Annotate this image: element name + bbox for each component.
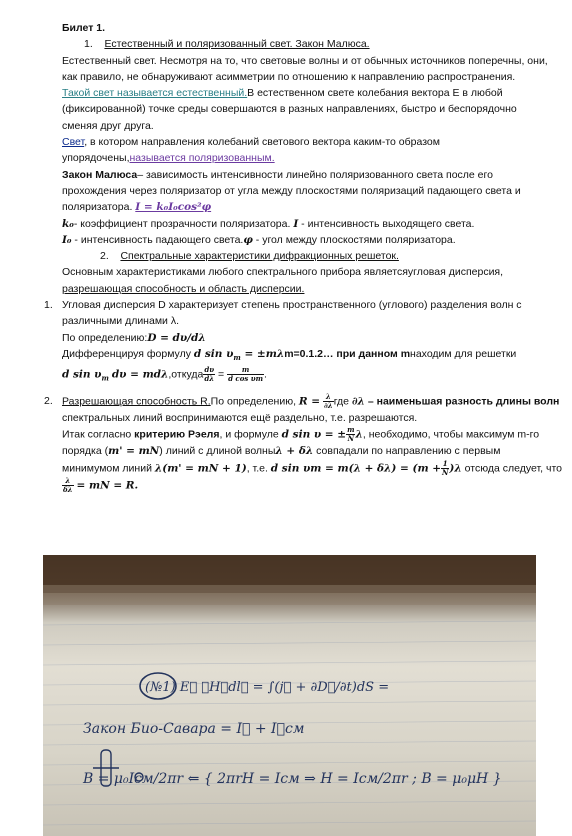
fraction-dv-dl: $\frac{d\upsilon}{d\lambda}$	[204, 365, 215, 384]
para-natural-light-5: сменяя друг друга.	[62, 119, 154, 132]
question-1-title: Естественный и поляризованный свет. Закон Малюса.	[104, 38, 370, 51]
malus-law-2: прохождения через поляризатор от угла между плоскостями поляризаций падающего света и	[62, 184, 521, 197]
para-polarized-2: упорядочены,называется поляризованным.	[62, 152, 275, 165]
para-natural-light-3: Такой свет называется естественный.В естественном свете колебания вектора Е в любой	[62, 87, 503, 100]
handwritten-notes-photo	[43, 555, 536, 836]
list-number-2: 2.	[44, 395, 53, 407]
para-polarized-1: Свет, в котором направления колебаний светового вектора каким-то образом	[62, 136, 440, 149]
spectral-intro-1: Основным характеристиками любого спектрального прибора являетсяугловая дисперсия,	[62, 266, 504, 279]
definition-line-2: I₀ - интенсивность падающего света.φ - угол между плоскостями поляризатора.	[62, 233, 456, 246]
para-natural-light-4: (фиксированной) точке среды совершаются в разных направлениях, быстро и беспорядочно	[62, 103, 517, 116]
fraction-m-dcos: $\frac{m}{\text{d cos υm}}$	[228, 365, 263, 384]
resolving-power-line-1: 2. Разрешающая способность R.По определению, R = $\frac{\lambda}{\partial\lambda}$ где ∂λ – наименьшая разность длины волн	[44, 392, 560, 410]
handwriting-line-2: Закон Био-Савара = I⃗ + I⃗см	[83, 721, 305, 737]
fraction-lambda-dlambda: $\frac{\lambda}{\partial\lambda}$	[324, 392, 333, 410]
malus-formula: I = k₀I₀cos²φ	[135, 201, 212, 214]
para-natural-light-1: Естественный свет. Несмотря на то, что световые волны и от обычных источников поперечны, они,	[62, 54, 548, 67]
malus-law-3: поляризатора. I = k₀I₀cos²φ	[62, 201, 212, 214]
resolving-power-line-5: минимумом линий λ(m' = mN + 1), т.е. d sin υm = m(λ + δλ) = (m + $\frac{1}{N}$ )λ отсюда следует, что	[62, 458, 562, 477]
para-natural-light-2: как правило, не обнаруживают асимметрии по отношению к направлению распространения.	[62, 70, 516, 83]
question-1-heading	[62, 36, 562, 52]
question-2-title: Спектральные характеристики дифракционных решеток.	[120, 250, 399, 263]
resolving-power-line-4: порядка (m' = mN) линий с длиной волныλ + δλ совпадали по направлению с первым	[62, 445, 501, 458]
angular-dispersion-line-5: d $\sin \upsilon_m$ dυ = mdλ,откуда $\frac{d\upsilon}{d\lambda}$ = $\frac{m}{\text{d cos υm}}$ .	[62, 365, 267, 384]
polarized-light-definition: называется поляризованным.	[129, 152, 275, 165]
list-number-1: 1.	[44, 299, 53, 312]
angular-dispersion-line-3: По определению:D = dυ/dλ	[62, 331, 206, 344]
fraction-1-n: $\frac{1}{N}$	[442, 458, 449, 477]
resolving-power-term: Разрешающая способность R.	[62, 395, 211, 408]
angular-dispersion-line-4: Дифференцируя формулу d $\sin \upsilon_m$ = ±mλm=0.1.2… при данном mнаходим для решетки	[62, 347, 517, 363]
ticket-page	[44, 20, 562, 494]
polarized-light-term: Свет	[62, 136, 85, 149]
angular-dispersion-line-1: 1. Угловая дисперсия D характеризует степень пространственного (углового) разделения волн с	[62, 297, 562, 313]
malus-law-1: Закон Малюса– зависимость интенсивности линейно поляризованного света после его	[62, 168, 493, 181]
resolving-power-line-2: спектральных линий воспринимаются ещё раздельно, т.е. разрешаются.	[62, 412, 418, 424]
handwriting-drawing	[43, 555, 536, 836]
question-2-heading	[62, 248, 562, 264]
dispersion-formula: D = dυ/dλ	[147, 331, 206, 344]
angular-dispersion-line-2: различными длинами λ.	[62, 315, 179, 328]
resolving-power-line-6: $\frac{\lambda}{\delta\lambda}$ = mN = R.	[63, 475, 139, 494]
natural-light-definition: Такой свет называется естественный.	[62, 87, 248, 100]
spectral-intro-2: разрешающая способность и область дисперсии.	[62, 282, 305, 295]
question-1-number: 1.	[84, 38, 93, 51]
ticket-title: Билет 1.	[62, 22, 106, 34]
fraction-m-n: $\frac{m}{N}$	[347, 425, 355, 444]
handwriting-line-1: (№1) E⃗ ∮H⃗dl⃗ = ∫(j⃗ + ∂D⃗/∂t)dS =	[145, 680, 390, 695]
question-2-number: 2.	[100, 250, 109, 263]
resolving-power-line-3: Итак согласно критерию Рэеля, и формуле d sin υ = ± $\frac{m}{N}$ λ, необходимо, чтобы максимум m-го	[62, 425, 540, 444]
definition-line-1: k₀- коэффициент прозрачности поляризатора. I - интенсивность выходящего света.	[62, 217, 475, 230]
rayleigh-criterion: критерию Рэеля	[134, 428, 220, 441]
malus-law-term: Закон Малюса	[62, 168, 138, 181]
fraction-lambda-deltalambda: $\frac{\lambda}{\delta\lambda}$	[63, 475, 73, 494]
handwriting-line-3: B = μ₀Iсм/2πr ⇐ { 2πrH = Iсм ⇒ H = Iсм/2πr ; B = μ₀μH }	[83, 771, 502, 787]
